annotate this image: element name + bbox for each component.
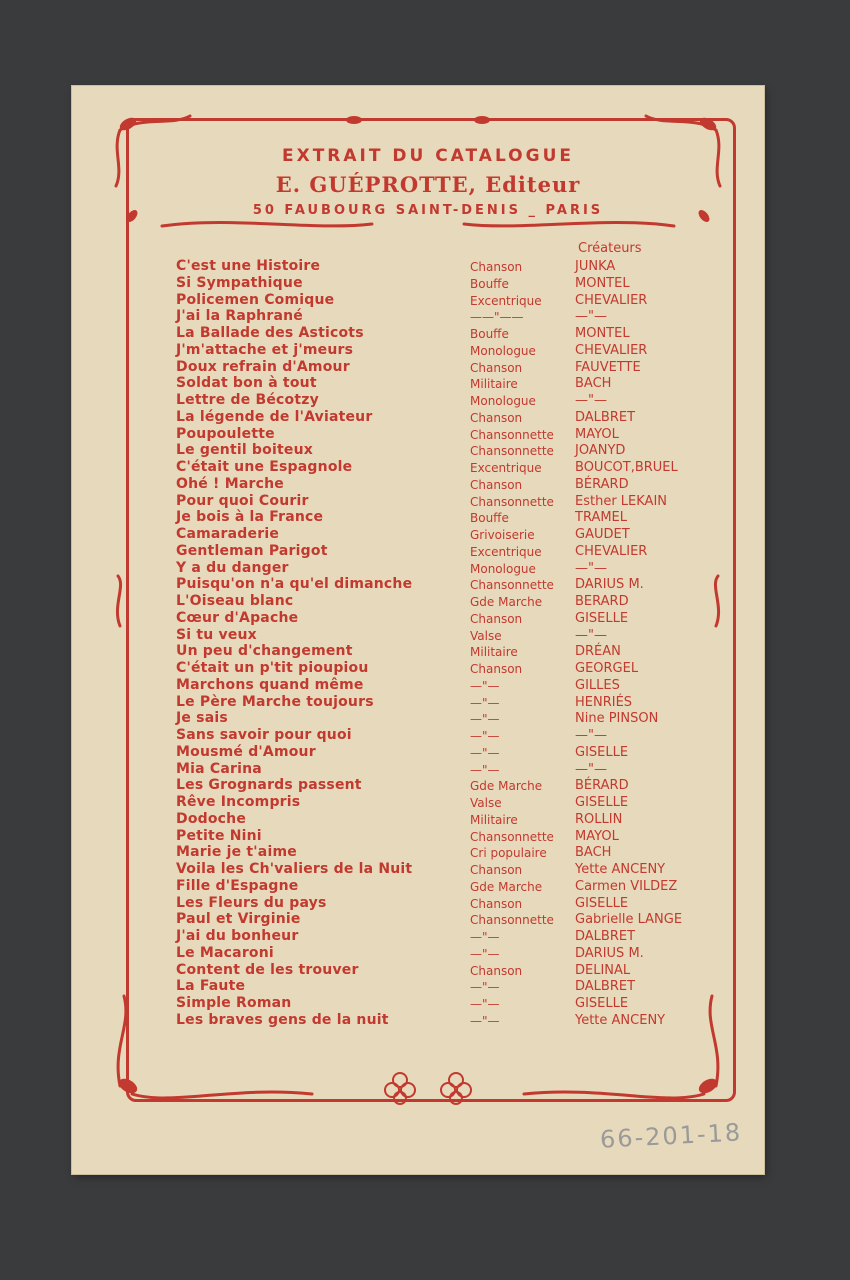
song-title: Rêve Incompris — [176, 794, 301, 810]
song-title: Fille d'Espagne — [176, 877, 299, 894]
catalogue-item — [0, 1012, 850, 1030]
song-creator: GISELLE — [575, 795, 629, 810]
song-title: J'ai du bonheur — [176, 928, 299, 944]
song-genre: —"— — [470, 980, 500, 995]
song-genre: —"— — [470, 946, 500, 961]
song-genre: Gde Marche — [470, 595, 543, 609]
song-creator: CHEVALIER — [575, 342, 648, 358]
song-title: Soldat bon à tout — [176, 375, 317, 392]
song-title: Le Macaroni — [176, 944, 274, 961]
catalogue-item — [0, 978, 850, 996]
catalogue-item — [0, 459, 850, 477]
song-genre: Chanson — [470, 360, 523, 375]
catalogue-item — [0, 995, 850, 1013]
song-genre: Excentrique — [470, 293, 542, 308]
song-creator: DALBRET — [575, 929, 636, 944]
catalogue-item — [0, 442, 850, 460]
catalogue-item — [0, 509, 850, 527]
song-genre: Chansonnette — [470, 578, 554, 593]
song-creator: DALBRET — [575, 409, 636, 425]
song-genre: Cri populaire — [470, 846, 547, 861]
catalogue-item — [0, 258, 850, 276]
song-creator: Nine PINSON — [575, 711, 659, 727]
catalogue-item — [0, 426, 850, 444]
song-creator: BACH — [575, 845, 612, 861]
catalogue-item — [0, 543, 850, 561]
creators-column-header: Créateurs — [578, 241, 642, 256]
catalogue-item — [0, 292, 850, 310]
song-creator: MONTEL — [575, 326, 630, 341]
song-title: Un peu d'changement — [176, 643, 353, 660]
song-genre: Bouffe — [470, 511, 509, 526]
catalogue-item — [0, 844, 850, 862]
catalogue-item — [0, 359, 850, 377]
song-creator: TRAMEL — [575, 510, 628, 526]
song-genre: —"— — [470, 695, 500, 710]
song-genre: Chansonnette — [470, 913, 554, 928]
song-genre: —"— — [470, 762, 500, 777]
song-genre: Militaire — [470, 645, 518, 660]
song-title: Y a du danger — [176, 559, 289, 576]
song-creator: BACH — [575, 376, 612, 392]
song-title: Poupoulette — [176, 425, 275, 442]
song-creator: Esther LEKAIN — [575, 493, 668, 509]
catalogue-item — [0, 610, 850, 628]
song-title: Les Fleurs du pays — [176, 894, 327, 911]
catalogue-item — [0, 660, 850, 678]
song-title: C'était une Espagnole — [176, 459, 353, 475]
song-genre: Chanson — [470, 477, 523, 492]
catalogue-item — [0, 392, 850, 410]
song-creator: CHEVALIER — [575, 543, 648, 559]
song-title: Le gentil boiteux — [176, 442, 313, 459]
song-title: La Faute — [176, 978, 246, 995]
song-title: Voila les Ch'valiers de la Nuit — [176, 861, 413, 877]
song-title: J'ai la Raphrané — [176, 308, 303, 325]
song-creator: CHEVALIER — [575, 292, 648, 308]
song-title: La légende de l'Aviateur — [176, 408, 373, 425]
song-title: Mia Carina — [176, 760, 262, 777]
song-creator: ROLLIN — [575, 811, 623, 827]
song-creator: Gabrielle LANGE — [575, 912, 683, 928]
song-title: Simple Roman — [176, 995, 292, 1011]
song-genre: Chanson — [470, 863, 523, 877]
song-title: Marie je t'aime — [176, 844, 297, 861]
catalogue-item — [0, 275, 850, 293]
catalogue-item — [0, 962, 850, 980]
song-genre: Grivoiserie — [470, 528, 535, 542]
catalogue-item — [0, 744, 850, 762]
song-title: C'est une Histoire — [176, 258, 321, 274]
catalogue-item — [0, 409, 850, 427]
song-genre: Monologue — [470, 561, 536, 576]
catalogue-item — [0, 560, 850, 578]
catalogue-item — [0, 576, 850, 594]
song-creator: MONTEL — [575, 275, 630, 291]
song-creator: —"— — [575, 560, 607, 576]
song-creator: MAYOL — [575, 828, 619, 844]
song-genre: —"— — [470, 1013, 500, 1028]
song-title: Si tu veux — [176, 626, 257, 643]
song-genre: Monologue — [470, 343, 536, 358]
song-genre: ——"—— — [470, 310, 524, 325]
song-creator: GAUDET — [575, 527, 630, 542]
song-creator: DARIUS M. — [575, 577, 644, 593]
catalogue-item — [0, 777, 850, 795]
catalogue-item — [0, 643, 850, 661]
song-creator: BERARD — [575, 594, 629, 609]
catalogue-item — [0, 476, 850, 494]
song-creator: MAYOL — [575, 426, 619, 442]
song-title: Camaraderie — [176, 526, 280, 542]
song-genre: Chanson — [470, 611, 523, 626]
publisher-address: 50 FAUBOURG SAINT-DENIS _ PARIS — [252, 203, 604, 218]
catalogue-heading: EXTRAIT DU CATALOGUE — [281, 146, 575, 166]
song-title: Je bois à la France — [176, 509, 324, 526]
song-title: C'était un p'tit pioupiou — [176, 660, 369, 676]
catalogue-item — [0, 928, 850, 946]
song-genre: Chanson — [470, 662, 523, 676]
publisher-name: E. GUÉPROTTE, Editeur — [275, 172, 581, 197]
song-creator: HENRIÉS — [575, 694, 633, 710]
song-genre: Gde Marche — [470, 779, 543, 794]
song-creator: DALBRET — [575, 979, 636, 995]
song-genre: Chanson — [470, 260, 523, 274]
song-creator: DARIUS M. — [575, 945, 644, 961]
song-title: L'Oiseau blanc — [176, 593, 294, 609]
catalogue-item — [0, 375, 850, 393]
song-title: J'm'attache et j'meurs — [176, 341, 354, 358]
song-title: Ohé ! Marche — [176, 475, 284, 492]
archive-stamp: 66-201-18 — [599, 1118, 743, 1154]
song-genre: Monologue — [470, 394, 536, 408]
song-genre: Valse — [470, 796, 502, 810]
song-creator: —"— — [575, 309, 607, 325]
song-creator: GEORGEL — [575, 661, 639, 676]
song-genre: Chanson — [470, 410, 523, 425]
song-creator: BÉRARD — [575, 476, 629, 492]
song-genre: —"— — [470, 997, 500, 1011]
song-title: Gentleman Parigot — [176, 542, 328, 559]
song-title: Content de les trouver — [176, 961, 359, 978]
song-creator: —"— — [575, 761, 607, 777]
song-creator: GISELLE — [575, 610, 629, 626]
song-creator: JUNKA — [575, 259, 616, 274]
catalogue-item — [0, 861, 850, 879]
song-genre: —"— — [470, 678, 500, 693]
song-genre: Chansonnette — [470, 444, 554, 459]
song-genre: Chanson — [470, 896, 523, 911]
song-title: Cœur d'Apache — [176, 609, 299, 626]
song-title: Les braves gens de la nuit — [176, 1011, 389, 1028]
song-creator: GISELLE — [575, 895, 629, 911]
song-genre: —"— — [470, 930, 500, 944]
song-genre: Excentrique — [470, 544, 542, 559]
song-genre: Militaire — [470, 377, 518, 392]
song-title: Le Père Marche toujours — [176, 693, 374, 710]
song-title: Petite Nini — [176, 827, 262, 844]
catalogue-item — [0, 761, 850, 779]
catalogue-item — [0, 677, 850, 695]
song-creator: FAUVETTE — [575, 359, 641, 375]
song-title: Lettre de Bécotzy — [176, 392, 319, 408]
song-title: Je sais — [176, 710, 228, 727]
song-title: Les Grognards passent — [176, 777, 362, 794]
song-genre: Chansonnette — [470, 427, 554, 442]
catalogue-item — [0, 895, 850, 913]
song-title: Puisqu'on n'a qu'el dimanche — [176, 576, 413, 593]
catalogue-item — [0, 710, 850, 728]
song-title: Sans savoir pour quoi — [176, 727, 352, 743]
song-genre: Valse — [470, 628, 502, 643]
song-creator: GISELLE — [575, 996, 629, 1011]
song-genre: —"— — [470, 745, 500, 760]
catalogue-item — [0, 325, 850, 343]
catalogue-item — [0, 627, 850, 645]
song-title: Dodoche — [176, 810, 247, 827]
catalogue-item — [0, 593, 850, 611]
catalogue-item — [0, 308, 850, 326]
song-genre: —"— — [470, 729, 500, 743]
catalogue-item — [0, 526, 850, 544]
song-genre: Gde Marche — [470, 879, 543, 894]
song-creator: DRÉAN — [575, 644, 621, 660]
song-creator: JOANYD — [575, 443, 626, 459]
song-genre: Bouffe — [470, 327, 509, 341]
song-genre: —"— — [470, 712, 500, 727]
catalogue-item — [0, 794, 850, 812]
song-genre: Militaire — [470, 812, 518, 827]
song-creator: BOUCOT,BRUEL — [575, 460, 678, 475]
song-creator: Yette ANCENY — [575, 1012, 666, 1028]
catalogue-item — [0, 811, 850, 829]
song-title: Paul et Virginie — [176, 911, 301, 928]
song-genre: Chanson — [470, 963, 523, 978]
catalogue-item — [0, 911, 850, 929]
catalogue-item — [0, 878, 850, 896]
song-title: Mousmé d'Amour — [176, 743, 316, 760]
song-genre: Chansonnette — [470, 494, 554, 509]
flower-ornament — [380, 1068, 480, 1108]
song-creator: Yette ANCENY — [575, 862, 666, 877]
catalogue-item — [0, 828, 850, 846]
song-creator: DELINAL — [575, 962, 631, 978]
song-title: Pour quoi Courir — [176, 492, 309, 509]
song-creator: Carmen VILDEZ — [575, 878, 678, 894]
song-title: La Ballade des Asticots — [176, 325, 364, 341]
catalogue-item — [0, 945, 850, 963]
catalogue-item — [0, 342, 850, 360]
song-title: Si Sympathique — [176, 274, 303, 291]
song-title: Doux refrain d'Amour — [176, 358, 350, 375]
song-creator: GILLES — [575, 677, 620, 693]
song-creator: —"— — [575, 728, 607, 743]
song-creator: BÉRARD — [575, 778, 629, 794]
catalogue-item — [0, 493, 850, 511]
song-creator: GISELLE — [575, 744, 629, 760]
song-genre: Bouffe — [470, 276, 509, 291]
song-creator: —"— — [575, 393, 607, 408]
song-title: Policemen Comique — [176, 291, 335, 308]
song-genre: Chansonnette — [470, 829, 554, 844]
song-genre: Excentrique — [470, 461, 542, 475]
catalogue-item — [0, 694, 850, 712]
song-creator: —"— — [575, 627, 607, 643]
catalogue-item — [0, 727, 850, 745]
song-title: Marchons quand même — [176, 676, 364, 693]
